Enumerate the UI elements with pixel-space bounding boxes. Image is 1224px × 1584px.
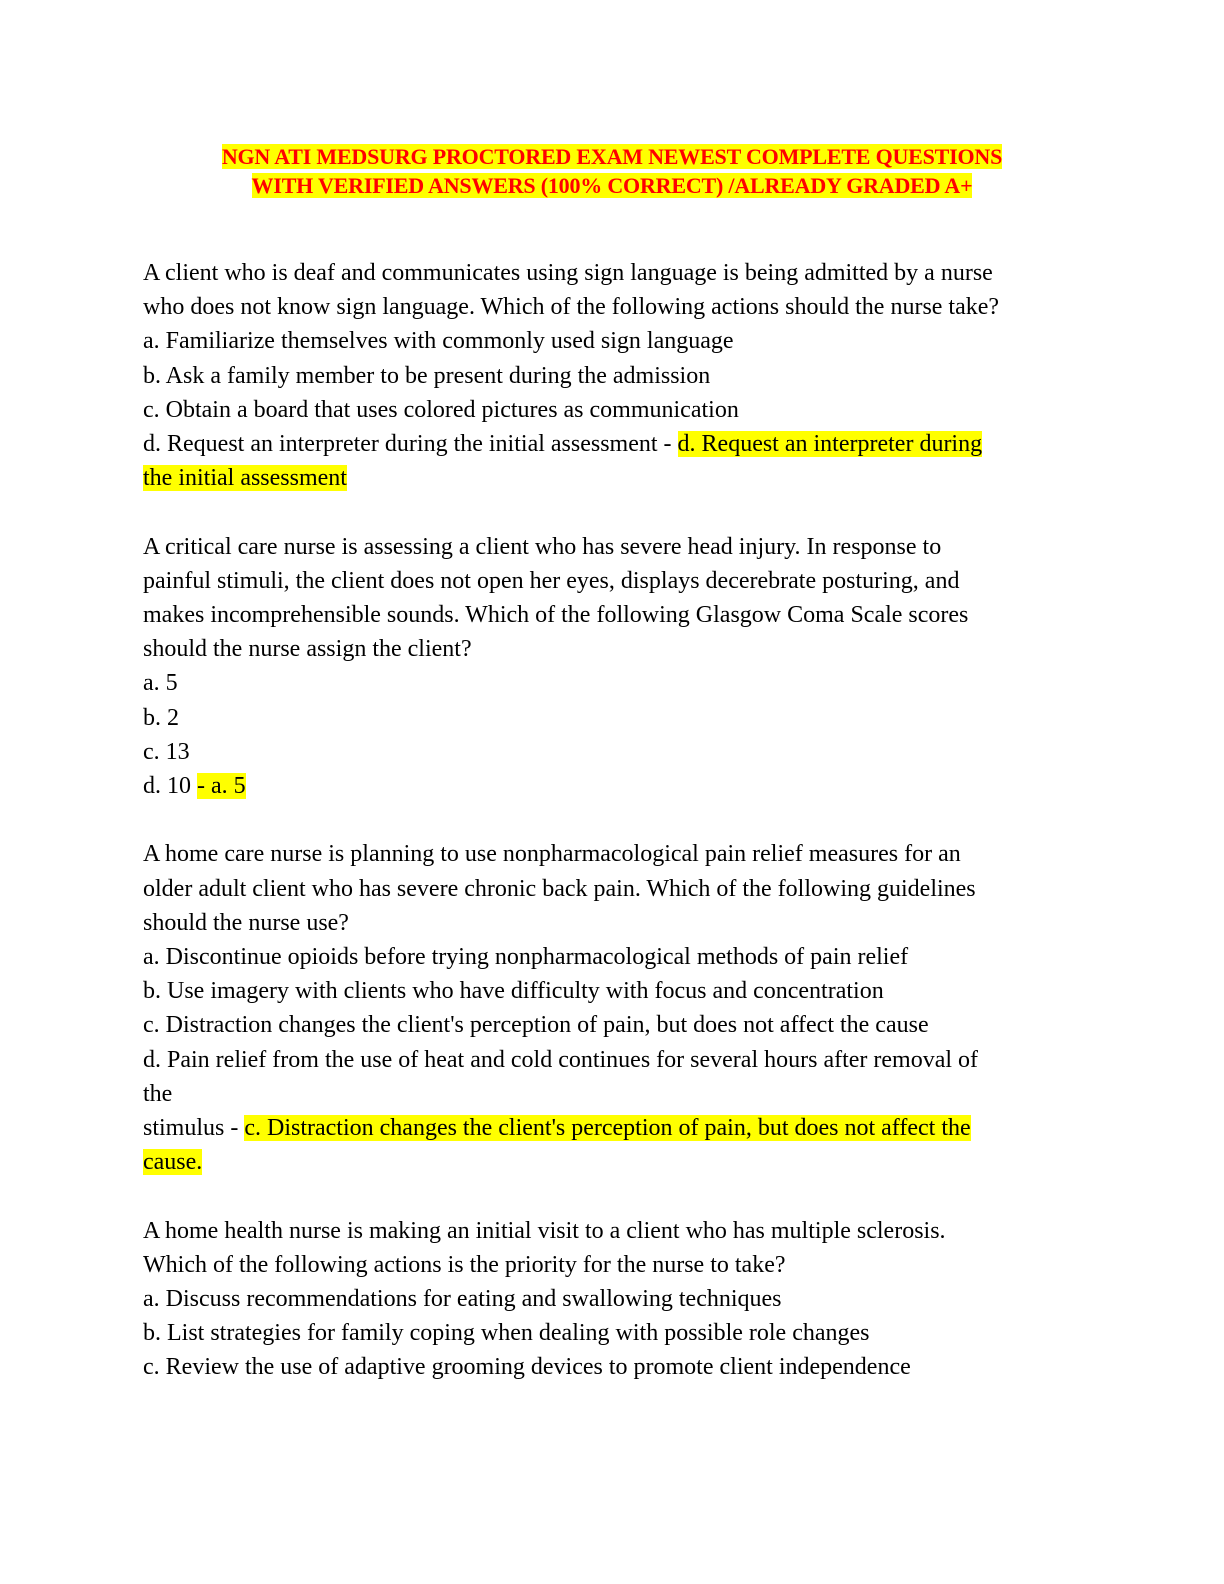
answer-option: c. Review the use of adaptive grooming devices to promote client independence [143, 1354, 911, 1381]
question-2 [143, 530, 1073, 804]
correct-answer-highlight: c. Distraction changes the client's perception of pain, but does not affect the [244, 1115, 971, 1142]
answer-option-text: stimulus - [143, 1115, 245, 1142]
answer-option: b. 2 [143, 704, 179, 731]
answer-option: a. 5 [143, 670, 178, 697]
question-stem-line: older adult client who has severe chronic back pain. Which of the following guidelines [143, 875, 976, 902]
answer-option: a. Discontinue opioids before trying nonpharmacological methods of pain relief [143, 944, 909, 971]
question-stem-line: painful stimuli, the client does not open her eyes, displays decerebrate posturing, and [143, 567, 960, 594]
answer-option: b. List strategies for family coping when dealing with possible role changes [143, 1320, 870, 1347]
answer-option: a. Discuss recommendations for eating and swallowing techniques [143, 1286, 782, 1313]
title-line-1: NGN ATI MEDSURG PROCTORED EXAM NEWEST COMPLETE QUESTIONS [221, 144, 1003, 169]
answer-option: b. Use imagery with clients who have difficulty with focus and concentration [143, 978, 884, 1005]
answer-option: d. Pain relief from the use of heat and cold continues for several hours after removal of [143, 1046, 979, 1073]
answer-key-continuation [143, 1145, 1073, 1179]
question-3 [143, 837, 1073, 1179]
correct-answer-highlight: d. Request an interpreter during [677, 431, 983, 458]
question-stem-line: makes incomprehensible sounds. Which of the following Glasgow Coma Scale scores [143, 602, 969, 629]
answer-option: c. Distraction changes the client's perception of pain, but does not affect the cause [143, 1012, 929, 1039]
answer-option-with-key [143, 427, 1073, 461]
answer-option-with-key [143, 769, 1073, 803]
answer-option: c. 13 [143, 738, 190, 765]
question-stem-line: A home care nurse is planning to use nonpharmacological pain relief measures for an [143, 841, 961, 868]
correct-answer-highlight: cause. [143, 1149, 203, 1176]
correct-answer-highlight: - a. 5 [197, 773, 246, 800]
answer-key-continuation [143, 461, 1073, 495]
correct-answer-highlight: the initial assessment [143, 465, 347, 492]
answer-option-text: d. Request an interpreter during the initial assessment - [143, 431, 678, 458]
document-title [0, 142, 1224, 200]
answer-option: the [143, 1080, 173, 1107]
question-stem-line: should the nurse assign the client? [143, 636, 472, 663]
question-stem-line: who does not know sign language. Which of the following actions should the nurse take? [143, 294, 1000, 321]
question-4 [143, 1214, 1073, 1385]
question-stem-line: A critical care nurse is assessing a client who has severe head injury. In response to [143, 533, 942, 560]
answer-option: c. Obtain a board that uses colored pictures as communication [143, 396, 739, 423]
answer-option: b. Ask a family member to be present during the admission [143, 362, 711, 389]
question-stem-line: Which of the following actions is the priority for the nurse to take? [143, 1251, 786, 1278]
question-stem-line: A home health nurse is making an initial visit to a client who has multiple sclerosis. [143, 1217, 946, 1244]
answer-option-text: d. 10 [143, 773, 197, 800]
question-stem-line: should the nurse use? [143, 909, 349, 936]
answer-option: a. Familiarize themselves with commonly used sign language [143, 328, 734, 355]
title-line-2: WITH VERIFIED ANSWERS (100% CORRECT) /ALREADY GRADED A+ [251, 173, 973, 198]
answer-option-with-key [143, 1111, 1073, 1145]
document-body [143, 256, 1073, 1419]
question-stem-line: A client who is deaf and communicates using sign language is being admitted by a nurse [143, 260, 993, 286]
question-1 [143, 256, 1073, 495]
